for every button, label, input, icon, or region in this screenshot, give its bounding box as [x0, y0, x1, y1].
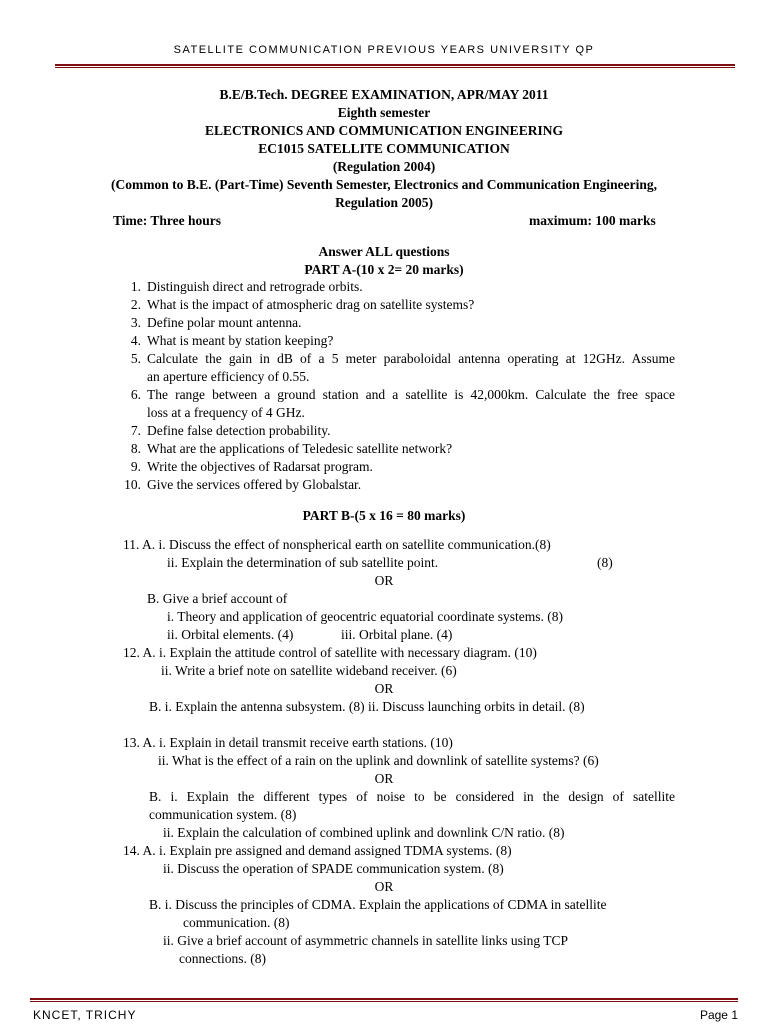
question-number: 2. — [130, 297, 141, 312]
question-number: 9. — [130, 459, 141, 474]
course-code: EC1015 SATELLITE COMMUNICATION — [258, 141, 510, 156]
part-a-heading: PART A-(10 x 2= 20 marks) — [304, 262, 464, 277]
q14-b-i: B. i. Discuss the principles of CDMA. Explain the applications of CDMA in satellite — [149, 897, 607, 912]
or-separator: OR — [374, 879, 394, 894]
question-text-cont: loss at a frequency of 4 GHz. — [147, 405, 305, 420]
common-note-cont: Regulation 2005) — [335, 195, 433, 210]
q11-b-i: i. Theory and application of geocentric equatorial coordinate systems. (8) — [167, 609, 563, 624]
q11-a-ii-marks: (8) — [597, 555, 613, 570]
q14-b-i-cont: communication. (8) — [183, 915, 290, 930]
part-b-heading: PART B-(5 x 16 = 80 marks) — [302, 508, 466, 523]
or-separator: OR — [374, 771, 394, 786]
header-rule-thin — [55, 67, 735, 68]
q14-a-ii: ii. Discuss the operation of SPADE communication system. (8) — [163, 861, 504, 876]
q12-a-i: 12. A. i. Explain the attitude control of satellite with necessary diagram. (10) — [123, 645, 537, 660]
exam-time: Time: Three hours — [113, 213, 222, 228]
or-separator: OR — [374, 681, 394, 696]
question-text: Distinguish direct and retrograde orbits. — [147, 279, 363, 294]
question-number: 3. — [130, 315, 141, 330]
q13-a-ii: ii. What is the effect of a rain on the uplink and downlink of satellite systems? (6) — [158, 753, 599, 768]
or-separator: OR — [374, 573, 394, 588]
q11-a-ii: ii. Explain the determination of sub satellite point. — [167, 555, 439, 570]
q13-a-i: 13. A. i. Explain in detail transmit receive earth stations. (10) — [123, 735, 453, 750]
common-note: (Common to B.E. (Part-Time) Seventh Semester, Electronics and Communication Engineering, — [110, 177, 658, 192]
question-text: Calculate the gain in dB of a 5 meter paraboloidal antenna operating at 12GHz. Assume — [147, 351, 675, 366]
regulation: (Regulation 2004) — [332, 159, 436, 174]
question-number: 8. — [130, 441, 141, 456]
header-rule — [55, 64, 735, 66]
q13-b-i-cont: communication system. (8) — [149, 807, 297, 822]
q11-b-iii: iii. Orbital plane. (4) — [341, 627, 453, 642]
exam-title: B.E/B.Tech. DEGREE EXAMINATION, APR/MAY 2011 — [219, 87, 549, 102]
footer-rule-thin — [30, 1001, 738, 1002]
question-text: What are the applications of Teledesic satellite network? — [147, 441, 453, 456]
running-header: SATELLITE COMMUNICATION PREVIOUS YEARS UNIVERSITY QP — [173, 44, 595, 56]
question-number: 6. — [130, 387, 141, 402]
footer-institution: KNCET, TRICHY — [33, 1008, 137, 1022]
q12-a-ii: ii. Write a brief note on satellite wideband receiver. (6) — [161, 663, 457, 678]
question-text: Define polar mount antenna. — [147, 315, 302, 330]
q11-b-ii: ii. Orbital elements. (4) — [167, 627, 294, 642]
question-text: What is meant by station keeping? — [147, 333, 334, 348]
question-number: 1. — [130, 279, 141, 294]
page-number: Page 1 — [699, 1008, 738, 1022]
q14-b-ii: ii. Give a brief account of asymmetric channels in satellite links using TCP — [163, 933, 569, 948]
question-number: 4. — [130, 333, 141, 348]
question-number: 5. — [130, 351, 141, 366]
department: ELECTRONICS AND COMMUNICATION ENGINEERING — [205, 123, 563, 138]
question-text: Write the objectives of Radarsat program. — [147, 459, 373, 474]
q12-b: B. i. Explain the antenna subsystem. (8) ii. Discuss launching orbits in detail. (8) — [149, 699, 585, 714]
question-text: Define false detection probability. — [147, 423, 331, 438]
question-text: Give the services offered by Globalstar. — [147, 477, 362, 492]
q11-a-i: 11. A. i. Discuss the effect of nonspherical earth on satellite communication.(8) — [123, 537, 551, 552]
q11-b: B. Give a brief account of — [147, 591, 288, 606]
q14-a-i: 14. A. i. Explain pre assigned and demand assigned TDMA systems. (8) — [123, 843, 512, 858]
max-marks: maximum: 100 marks — [529, 213, 656, 228]
footer-rule — [30, 998, 738, 1000]
question-text: What is the impact of atmospheric drag on satellite systems? — [147, 297, 475, 312]
question-text: The range between a ground station and a satellite is 42,000km. Calculate the free space — [147, 387, 675, 402]
question-number: 7. — [130, 423, 141, 438]
semester: Eighth semester — [337, 105, 431, 120]
q13-b-ii: ii. Explain the calculation of combined uplink and downlink C/N ratio. (8) — [163, 825, 565, 840]
question-text-cont: an aperture efficiency of 0.55. — [147, 369, 310, 384]
question-number: 10. — [124, 477, 141, 492]
q13-b-i: B. i. Explain the different types of noise to be considered in the design of satellite — [149, 789, 675, 804]
instructions: Answer ALL questions — [318, 244, 450, 259]
q14-b-ii-cont: connections. (8) — [179, 951, 266, 966]
